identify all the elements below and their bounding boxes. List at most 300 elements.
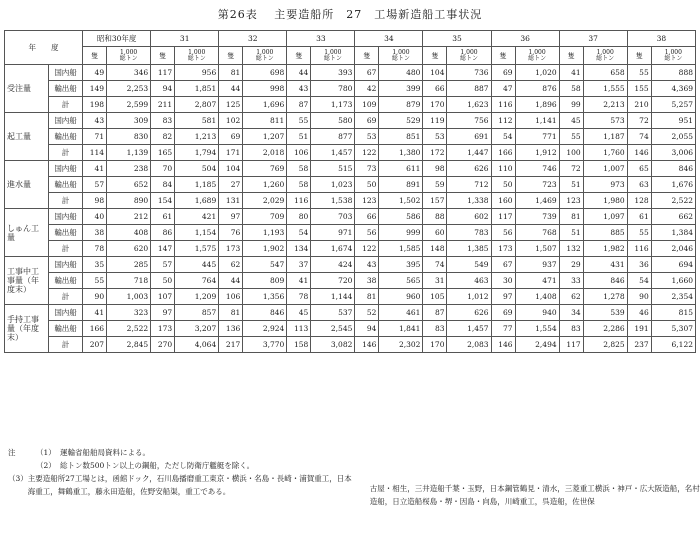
tonnage-cell: 1,457 <box>311 145 355 161</box>
tonnage-cell: 2,302 <box>379 337 423 353</box>
ship-count-cell: 160 <box>491 193 515 209</box>
ship-count-cell: 106 <box>287 145 311 161</box>
ship-count-cell: 63 <box>627 177 651 193</box>
tonnage-cell: 1,457 <box>447 321 491 337</box>
ship-count-cell: 43 <box>83 113 107 129</box>
tonnage-cell: 393 <box>311 65 355 81</box>
tonnage-unit-header <box>379 47 423 65</box>
ship-count-cell: 105 <box>423 289 447 305</box>
ship-count-cell: 36 <box>627 257 651 273</box>
ship-count-cell: 34 <box>559 305 583 321</box>
ship-count-cell: 30 <box>491 273 515 289</box>
ship-count-cell: 119 <box>423 113 447 129</box>
row-sublabel: 計 <box>49 337 83 353</box>
ship-count-cell: 50 <box>151 273 175 289</box>
ship-count-cell: 43 <box>287 81 311 97</box>
ship-count-cell: 35 <box>83 257 107 273</box>
tonnage-cell: 1,585 <box>379 241 423 257</box>
ship-count-cell: 155 <box>627 81 651 97</box>
tonnage-cell: 3,770 <box>243 337 287 353</box>
row-sublabel: 国内船 <box>49 65 83 81</box>
note-1-text: 運輸省船舶局資料による。 <box>60 448 150 457</box>
ship-count-cell: 90 <box>627 289 651 305</box>
ship-count-cell: 74 <box>423 257 447 273</box>
tonnage-cell: 626 <box>447 161 491 177</box>
category-label: しゅん工量 <box>5 209 49 257</box>
category-label: 起工量 <box>5 113 49 161</box>
count-unit-header: 隻 <box>627 47 651 65</box>
table-title <box>0 6 700 22</box>
tonnage-cell: 1,794 <box>175 145 219 161</box>
ship-count-cell: 81 <box>559 209 583 225</box>
ship-count-cell: 55 <box>627 65 651 81</box>
tonnage-cell: 1,097 <box>583 209 627 225</box>
ship-count-cell: 31 <box>423 273 447 289</box>
row-sublabel: 輸出船 <box>49 129 83 145</box>
ship-count-cell: 80 <box>287 209 311 225</box>
row-sublabel: 国内船 <box>49 257 83 273</box>
ship-count-cell: 136 <box>219 321 243 337</box>
tonnage-cell: 769 <box>243 161 287 177</box>
tonnage-unit-header <box>175 47 219 65</box>
tonnage-cell: 971 <box>311 225 355 241</box>
ship-count-cell: 207 <box>83 337 107 353</box>
ship-count-cell: 116 <box>287 193 311 209</box>
tonnage-cell: 309 <box>107 113 151 129</box>
ship-count-cell: 38 <box>83 225 107 241</box>
row-sublabel: 輸出船 <box>49 177 83 193</box>
ship-count-cell: 148 <box>423 241 447 257</box>
tonnage-cell: 739 <box>515 209 559 225</box>
ship-count-cell: 146 <box>355 337 379 353</box>
ship-count-cell: 59 <box>423 177 447 193</box>
tonnage-cell: 891 <box>379 177 423 193</box>
tonnage-cell: 1,912 <box>515 145 559 161</box>
ship-count-cell: 123 <box>355 193 379 209</box>
tonnage-cell: 720 <box>311 273 355 289</box>
table-row <box>5 65 696 81</box>
ship-count-cell: 67 <box>355 65 379 81</box>
tonnage-cell: 1,676 <box>651 177 695 193</box>
ship-count-cell: 104 <box>423 65 447 81</box>
ship-count-cell: 69 <box>491 65 515 81</box>
ship-count-cell: 106 <box>219 289 243 305</box>
ship-count-cell: 149 <box>83 81 107 97</box>
ship-count-cell: 76 <box>219 225 243 241</box>
row-sublabel: 国内船 <box>49 113 83 129</box>
tonnage-cell: 2,055 <box>651 129 695 145</box>
ship-count-cell: 66 <box>423 81 447 97</box>
tonnage-cell: 2,825 <box>583 337 627 353</box>
tonnage-cell: 2,083 <box>447 337 491 353</box>
ship-count-cell: 134 <box>287 241 311 257</box>
table-row <box>5 81 696 97</box>
note-2-text: 総トン数500トン以上の鋼船，ただし防衛庁艦艇を除く。 <box>60 461 255 470</box>
tonnage-cell: 658 <box>583 65 627 81</box>
tonnage-cell: 212 <box>107 209 151 225</box>
ship-count-cell: 104 <box>219 161 243 177</box>
tonnage-cell: 652 <box>107 177 151 193</box>
tonnage-cell: 5,307 <box>651 321 695 337</box>
tonnage-cell: 1,380 <box>379 145 423 161</box>
table-row <box>5 257 696 273</box>
ship-count-cell: 49 <box>83 65 107 81</box>
tonnage-cell: 888 <box>651 65 695 81</box>
ship-count-cell: 110 <box>491 161 515 177</box>
tonnage-cell: 549 <box>447 257 491 273</box>
ship-count-cell: 61 <box>151 209 175 225</box>
count-unit-header: 隻 <box>491 47 515 65</box>
ship-count-cell: 78 <box>83 241 107 257</box>
tonnage-cell: 1,012 <box>447 289 491 305</box>
tonnage-cell: 887 <box>447 81 491 97</box>
ship-count-cell: 72 <box>627 113 651 129</box>
title-text-2: 工場新造船工事状況 <box>374 8 483 21</box>
ship-count-cell: 173 <box>151 321 175 337</box>
tonnage-cell: 2,845 <box>107 337 151 353</box>
ship-count-cell: 69 <box>491 305 515 321</box>
tonnage-unit-header <box>243 47 287 65</box>
tonnage-cell: 2,286 <box>583 321 627 337</box>
tonnage-unit-top: 1,000 <box>188 48 206 56</box>
tonnage-cell: 662 <box>651 209 695 225</box>
tonnage-unit-header <box>651 47 695 65</box>
ship-count-cell: 87 <box>423 305 447 321</box>
tonnage-cell: 2,354 <box>651 289 695 305</box>
tonnage-cell: 395 <box>379 257 423 273</box>
tonnage-unit-header <box>583 47 627 65</box>
ship-count-cell: 58 <box>287 177 311 193</box>
ship-count-cell: 102 <box>219 113 243 129</box>
ship-count-cell: 117 <box>151 65 175 81</box>
ship-count-cell: 40 <box>83 209 107 225</box>
tonnage-cell: 960 <box>379 289 423 305</box>
tonnage-cell: 718 <box>107 273 151 289</box>
ship-count-cell: 84 <box>151 177 175 193</box>
tonnage-cell: 6,122 <box>651 337 695 353</box>
ship-count-cell: 37 <box>287 257 311 273</box>
ship-count-cell: 44 <box>219 273 243 289</box>
ship-count-cell: 58 <box>559 81 583 97</box>
tonnage-cell: 1,760 <box>583 145 627 161</box>
ship-count-cell: 47 <box>491 81 515 97</box>
title-number: 27 <box>346 8 363 21</box>
ship-count-cell: 54 <box>627 273 651 289</box>
ship-count-cell: 109 <box>355 97 379 113</box>
tonnage-cell: 703 <box>311 209 355 225</box>
ship-count-cell: 154 <box>151 193 175 209</box>
ship-count-cell: 125 <box>219 97 243 113</box>
tonnage-cell: 2,924 <box>243 321 287 337</box>
ship-count-cell: 69 <box>219 129 243 145</box>
table-row <box>5 305 696 321</box>
table-row <box>5 321 696 337</box>
ship-count-cell: 270 <box>151 337 175 353</box>
tonnage-cell: 586 <box>379 209 423 225</box>
ship-count-cell: 211 <box>151 97 175 113</box>
ship-count-cell: 77 <box>491 321 515 337</box>
category-label: 工事中工事量（年度末） <box>5 257 49 305</box>
tonnage-cell: 1,356 <box>243 289 287 305</box>
ship-count-cell: 94 <box>355 321 379 337</box>
tonnage-cell: 285 <box>107 257 151 273</box>
tonnage-cell: 1,187 <box>583 129 627 145</box>
tonnage-cell: 846 <box>243 305 287 321</box>
tonnage-cell: 857 <box>175 305 219 321</box>
ship-count-cell: 73 <box>355 161 379 177</box>
ship-count-cell: 62 <box>559 289 583 305</box>
ship-count-cell: 45 <box>287 305 311 321</box>
row-sublabel: 輸出船 <box>49 81 83 97</box>
tonnage-cell: 3,082 <box>311 337 355 353</box>
ship-count-cell: 98 <box>423 161 447 177</box>
tonnage-unit-header <box>311 47 355 65</box>
ship-count-cell: 61 <box>627 209 651 225</box>
tonnage-cell: 1,185 <box>175 177 219 193</box>
ship-count-cell: 66 <box>355 209 379 225</box>
ship-count-cell: 172 <box>423 145 447 161</box>
row-sublabel: 国内船 <box>49 305 83 321</box>
ship-count-cell: 57 <box>83 177 107 193</box>
ship-count-cell: 62 <box>219 257 243 273</box>
ship-count-cell: 52 <box>355 305 379 321</box>
tonnage-cell: 1,554 <box>515 321 559 337</box>
ship-count-cell: 58 <box>287 161 311 177</box>
ship-count-cell: 132 <box>559 241 583 257</box>
ship-count-cell: 86 <box>151 225 175 241</box>
tonnage-cell: 879 <box>379 97 423 113</box>
tonnage-cell: 768 <box>515 225 559 241</box>
table-row <box>5 177 696 193</box>
ship-count-cell: 83 <box>151 113 175 129</box>
tonnage-cell: 1,141 <box>515 113 559 129</box>
table-row <box>5 241 696 257</box>
tonnage-cell: 399 <box>379 81 423 97</box>
ship-count-cell: 50 <box>355 177 379 193</box>
ship-count-cell: 51 <box>559 177 583 193</box>
ship-count-cell: 55 <box>627 225 651 241</box>
ship-count-cell: 128 <box>627 193 651 209</box>
tonnage-cell: 1,385 <box>447 241 491 257</box>
tonnage-cell: 1,007 <box>583 161 627 177</box>
tonnage-cell: 5,257 <box>651 97 695 113</box>
tonnage-cell: 238 <box>107 161 151 177</box>
ship-count-cell: 117 <box>491 209 515 225</box>
ship-count-cell: 82 <box>151 129 175 145</box>
tonnage-cell: 4,064 <box>175 337 219 353</box>
tonnage-cell: 539 <box>583 305 627 321</box>
tonnage-cell: 626 <box>447 305 491 321</box>
tonnage-cell: 515 <box>311 161 355 177</box>
ship-count-cell: 42 <box>355 81 379 97</box>
ship-count-cell: 43 <box>355 257 379 273</box>
year-column-header: 36 <box>491 31 559 47</box>
tonnage-unit-top: 1,000 <box>664 48 682 56</box>
note-1-number: （1） <box>36 448 56 457</box>
ship-count-cell: 90 <box>83 289 107 305</box>
tonnage-cell: 809 <box>243 273 287 289</box>
table-row <box>5 113 696 129</box>
ship-count-cell: 217 <box>219 337 243 353</box>
row-sublabel: 計 <box>49 145 83 161</box>
ship-count-cell: 45 <box>559 113 583 129</box>
tonnage-cell: 1,384 <box>651 225 695 241</box>
category-label: 進水量 <box>5 161 49 209</box>
title-text: 主要造船所 <box>274 8 335 21</box>
tonnage-cell: 1,555 <box>583 81 627 97</box>
tonnage-cell: 580 <box>311 113 355 129</box>
ship-count-cell: 29 <box>559 257 583 273</box>
tonnage-unit-bottom: 総トン <box>119 54 138 62</box>
ship-count-cell: 112 <box>491 113 515 129</box>
ship-count-cell: 81 <box>219 305 243 321</box>
ship-count-cell: 56 <box>355 225 379 241</box>
ship-count-cell: 81 <box>219 65 243 81</box>
note-3-text-left: 主要造船所27工場とは，函館ドック，石川島播磨重工東京・横浜・名島・長崎・浦賀重工，日本海重工，舞鶴重工，藤永田造船，佐野安船渠，重工である。 <box>27 474 352 496</box>
ship-count-cell: 44 <box>287 65 311 81</box>
ship-count-cell: 123 <box>559 193 583 209</box>
tonnage-cell: 461 <box>379 305 423 321</box>
tonnage-cell: 815 <box>651 305 695 321</box>
ship-count-cell: 147 <box>151 241 175 257</box>
tonnage-cell: 736 <box>447 65 491 81</box>
ship-count-cell: 113 <box>287 321 311 337</box>
ship-count-cell: 83 <box>559 321 583 337</box>
tonnage-unit-bottom: 総トン <box>323 54 342 62</box>
ship-count-cell: 191 <box>627 321 651 337</box>
year-column-header: 31 <box>151 31 219 47</box>
tonnage-cell: 937 <box>515 257 559 273</box>
tonnage-cell: 620 <box>107 241 151 257</box>
ship-count-cell: 83 <box>423 321 447 337</box>
ship-count-cell: 60 <box>423 225 447 241</box>
ship-count-cell: 165 <box>151 145 175 161</box>
row-sublabel: 輸出船 <box>49 225 83 241</box>
tonnage-cell: 1,689 <box>175 193 219 209</box>
tonnage-cell: 1,338 <box>447 193 491 209</box>
tonnage-cell: 529 <box>379 113 423 129</box>
tonnage-cell: 1,213 <box>175 129 219 145</box>
tonnage-unit-top: 1,000 <box>324 48 342 56</box>
tonnage-unit-header <box>515 47 559 65</box>
tonnage-cell: 2,018 <box>243 145 287 161</box>
row-sublabel: 計 <box>49 97 83 113</box>
tonnage-cell: 1,193 <box>243 225 287 241</box>
tonnage-cell: 846 <box>651 161 695 177</box>
ship-count-cell: 51 <box>559 225 583 241</box>
ship-count-cell: 41 <box>287 273 311 289</box>
row-sublabel: 計 <box>49 241 83 257</box>
tonnage-cell: 2,046 <box>651 241 695 257</box>
table-row <box>5 209 696 225</box>
tonnage-cell: 537 <box>311 305 355 321</box>
table-row <box>5 289 696 305</box>
tonnage-cell: 1,260 <box>243 177 287 193</box>
table-row <box>5 193 696 209</box>
tonnage-cell: 951 <box>651 113 695 129</box>
ship-count-cell: 57 <box>151 257 175 273</box>
tonnage-cell: 1,980 <box>583 193 627 209</box>
tonnage-cell: 999 <box>379 225 423 241</box>
tonnage-cell: 1,896 <box>515 97 559 113</box>
tonnage-cell: 691 <box>447 129 491 145</box>
tonnage-cell: 323 <box>107 305 151 321</box>
tonnage-cell: 780 <box>311 81 355 97</box>
ship-count-cell: 94 <box>151 81 175 97</box>
ship-count-cell: 146 <box>627 145 651 161</box>
ship-count-cell: 50 <box>491 177 515 193</box>
count-unit-header: 隻 <box>423 47 447 65</box>
ship-count-cell: 122 <box>355 241 379 257</box>
tonnage-cell: 1,660 <box>651 273 695 289</box>
tonnage-cell: 1,020 <box>515 65 559 81</box>
table-row <box>5 97 696 113</box>
tonnage-cell: 602 <box>447 209 491 225</box>
table-row <box>5 145 696 161</box>
ship-count-cell: 38 <box>355 273 379 289</box>
ship-count-cell: 198 <box>83 97 107 113</box>
ship-count-cell: 71 <box>83 129 107 145</box>
ship-count-cell: 56 <box>491 225 515 241</box>
tonnage-unit-bottom: 総トン <box>391 54 410 62</box>
tonnage-cell: 756 <box>447 113 491 129</box>
tonnage-cell: 1,575 <box>175 241 219 257</box>
ship-count-cell: 78 <box>287 289 311 305</box>
ship-count-cell: 114 <box>83 145 107 161</box>
tonnage-unit-bottom: 総トン <box>187 54 206 62</box>
tonnage-cell: 1,502 <box>379 193 423 209</box>
category-label: 手持工事量（年度末） <box>5 305 49 353</box>
ship-count-cell: 88 <box>423 209 447 225</box>
ship-count-cell: 97 <box>151 305 175 321</box>
tonnage-unit-header <box>107 47 151 65</box>
tonnage-cell: 1,538 <box>311 193 355 209</box>
note-2-number: （2） <box>36 461 56 470</box>
tonnage-unit-bottom: 総トン <box>664 54 683 62</box>
tonnage-cell: 424 <box>311 257 355 273</box>
count-unit-header: 隻 <box>83 47 107 65</box>
tonnage-cell: 746 <box>515 161 559 177</box>
ship-count-cell: 65 <box>627 161 651 177</box>
tonnage-cell: 940 <box>515 305 559 321</box>
count-unit-header: 隻 <box>355 47 379 65</box>
ship-count-cell: 27 <box>219 177 243 193</box>
tonnage-unit-bottom: 総トン <box>255 54 274 62</box>
year-column-header: 32 <box>219 31 287 47</box>
tonnage-cell: 408 <box>107 225 151 241</box>
ship-count-cell: 171 <box>219 145 243 161</box>
ship-count-cell: 53 <box>355 129 379 145</box>
ship-count-cell: 116 <box>491 97 515 113</box>
count-unit-header: 隻 <box>559 47 583 65</box>
ship-count-cell: 146 <box>491 337 515 353</box>
tonnage-cell: 723 <box>515 177 559 193</box>
tonnage-cell: 573 <box>583 113 627 129</box>
tonnage-cell: 1,003 <box>107 289 151 305</box>
tonnage-cell: 712 <box>447 177 491 193</box>
tonnage-cell: 421 <box>175 209 219 225</box>
ship-count-cell: 117 <box>559 337 583 353</box>
tonnage-cell: 998 <box>243 81 287 97</box>
tonnage-cell: 3,006 <box>651 145 695 161</box>
tonnage-cell: 764 <box>175 273 219 289</box>
shipbuilding-table <box>4 30 696 353</box>
row-sublabel: 輸出船 <box>49 273 83 289</box>
year-column-header: 34 <box>355 31 423 47</box>
tonnage-cell: 890 <box>107 193 151 209</box>
tonnage-unit-top: 1,000 <box>460 48 478 56</box>
tonnage-cell: 2,545 <box>311 321 355 337</box>
